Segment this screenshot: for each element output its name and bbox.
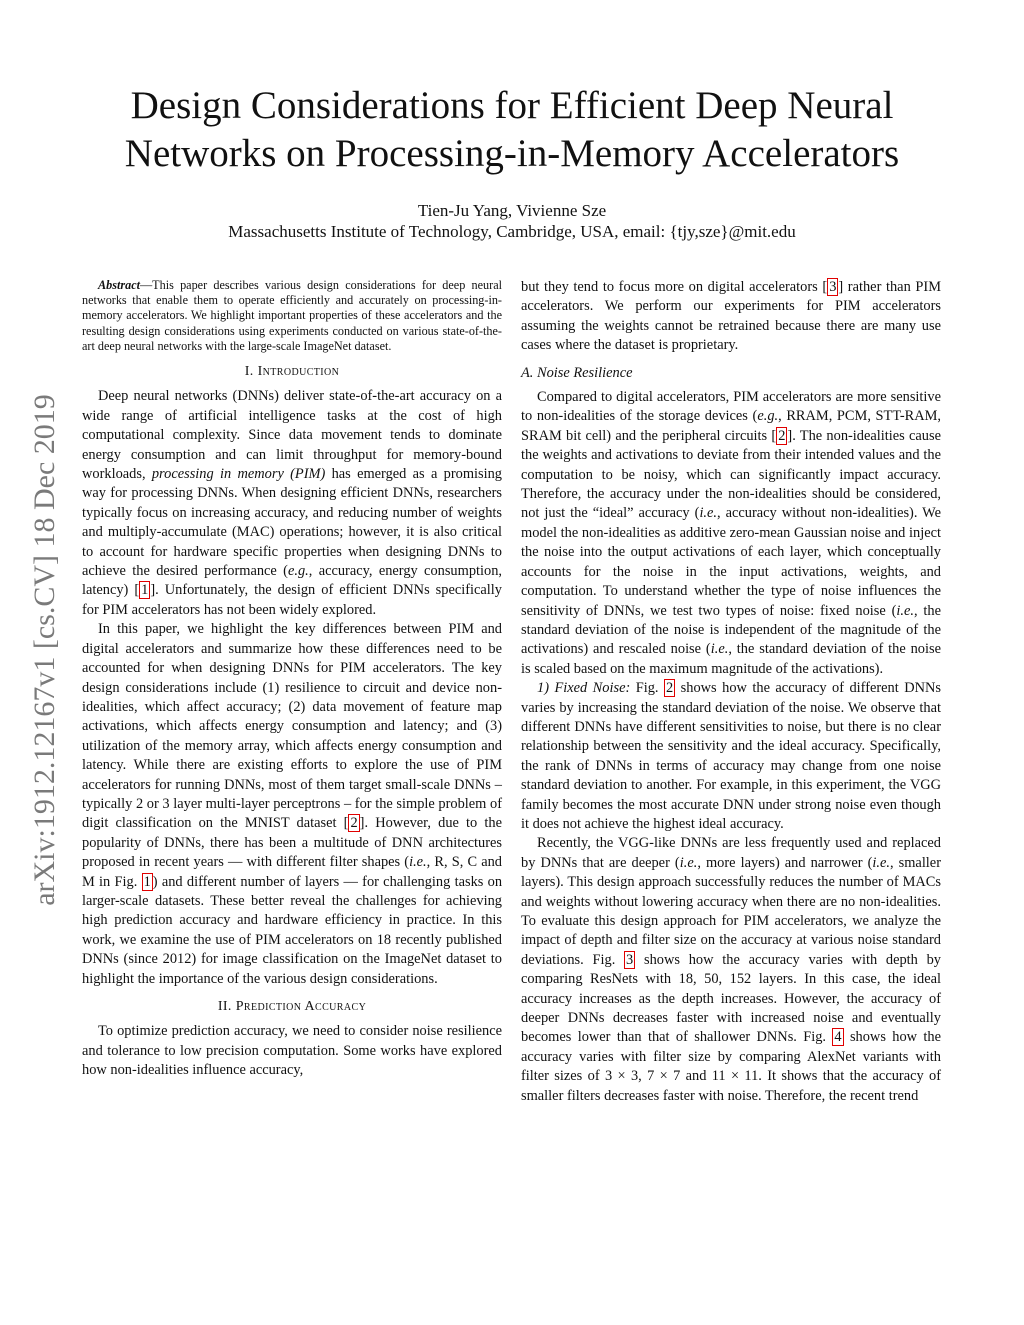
abstract-text: —This paper describes various design considerations for deep neural networks that enable them to operate efficiently and accurately on processing-in-memory accelerators. We highlight important properties of these accelerators and the resulting design considerations using experiments conducted on various state-of-the-art deep neural networks with the large-scale ImageNet dataset. xyxy=(82,278,502,353)
abstract-label: Abstract xyxy=(98,278,140,292)
right-paragraph-continued: but they tend to focus more on digital accelerators [ 3 ] rather than PIM accelerators. We perform our experiments for PIM accelerators assuming the weights cannot be retrained because there are many use cases where the dataset is proprietary. xyxy=(521,279,941,354)
figure-link-4[interactable]: 4 xyxy=(834,1029,842,1046)
section-heading-introduction: I. Introduction xyxy=(244,364,340,380)
citation-link-3[interactable]: 3 xyxy=(829,279,837,295)
citation-link-1[interactable]: 1 xyxy=(141,582,149,599)
arxiv-identifier-stamp xyxy=(20,350,70,950)
pim-term: processing in memory (PIM) xyxy=(151,466,326,483)
intro-paragraph-1: Deep neural networks (DNNs) deliver state-of-the-art accuracy on a wide range of artificial intelligence tasks at the cost of high computational complexity. Since data movement tends to dominate energy consumption and can limit throughput for memory-bound workloads, processing in memory (PIM) has emerged as a promising way for processing DNNs. When designing efficient DNNs, researchers typically focus on increasing accuracy, and reducing number of weights and multiply-accumulate (MAC) operations; however, it is also critical to account for hardware specific properties when designing DNNs to achieve the desired performance (e.g., accuracy, energy consumption, latency) [ 1 ]. Unfortunately, the design of efficient DNNs specifically for PIM accelerators has not been widely explored. xyxy=(82,388,503,618)
fixed-noise-paragraph: 1) Fixed Noise: Fig. 2 shows how the accuracy of different DNNs varies by increasing the standard deviation of the noise. We observe that different DNNs have different sensitivities to noise, but there is no clear relationship between the sensitivity and the ideal accuracy. Specifically, the rank of DNNs in terms of accuracy may change from one noise standard deviation to another. For example, in this experiment, the VGG family becomes the most accurate DNN under strong noise even though it does not achieve the highest ideal accuracy. xyxy=(521,680,941,832)
subsection-heading-noise-resilience: A. Noise Resilience xyxy=(521,364,633,381)
noise-paragraph-1: Compared to digital accelerators, PIM accelerators are more sensitive to non-idealities of the storage devices (e.g., RRAM, PCM, STT-RAM, SRAM bit cell) and the peripheral circuits [ 2 ]. The non-idealities cause the weights and activations to deviate from their intended values and the computation to be noisy, which can significantly impact accuracy. Therefore, the accuracy under the non-idealities should be considered, not just the “ideal” accuracy (i.e., accuracy without non-idealities). We model the non-idealities as additive zero-mean Gaussian noise and inject the noise into the output activations of each layer, which conceptually accounts for the noise in the input activations, weights, and computation. To understand whether the type of noise influences the sensitivity of DNNs, we test two types of noise: fixed noise (i.e., the standard deviation of the noise is independent of the magnitude of the activations) and rescaled noise (i.e., the standard deviation of the noise is scaled based on the maximum magnitude of the activations). xyxy=(521,389,942,677)
citation-link-2b[interactable]: 2 xyxy=(778,427,786,444)
title-line-2: Networks on Processing-in-Memory Accelerators xyxy=(124,132,900,175)
affiliation: Massachusetts Institute of Technology, Cambridge, USA, email: {tjy,sze}@mit.edu xyxy=(228,222,796,241)
figure-link-2[interactable]: 2 xyxy=(666,680,674,697)
left-column xyxy=(82,278,502,1081)
prediction-paragraph-1: To optimize prediction accuracy, we need to consider noise resilience and tolerance to low precision computation. Some works have explored how non-idealities influence accuracy, xyxy=(82,1023,502,1079)
depth-filter-paragraph: Recently, the VGG-like DNNs are less frequently used and replaced by DNNs that are deeper (i.e., more layers) and narrower (i.e., smaller layers). This design approach successfully reduces the number of MACs and weights without lowering accuracy when there are no non-idealities. To evaluate this design approach for PIM accelerators, we analyze the impact of depth and filter size on the accuracy at various noise standard deviations. Fig. 3 shows how the accuracy varies with depth by comparing ResNets with 18, 50, 152 layers. In this case, the ideal accuracy increases as the depth increases. However, the accuracy of deeper DNNs decreases faster with increased noise and eventually becomes lower than that of shallower DNNs. Fig. 4 shows how the accuracy varies with filter size by comparing AlexNet variants with filter sizes of 3 × 3, 7 × 7 and 11 × 11. It shows that the accuracy of smaller filters decreases faster with noise. Therefore, the recent trend xyxy=(521,835,941,1104)
title-line-1: Design Considerations for Efficient Deep Neural xyxy=(130,84,894,127)
abstract xyxy=(82,278,502,354)
figure-link-3[interactable]: 3 xyxy=(626,951,634,968)
intro-paragraph-2: In this paper, we highlight the key differences between PIM and digital accelerators and summarize how these differences need to be accounted for when designing DNNs for PIM accelerators. The key design considerations include (1) resilience to circuit and device non-idealities, which affect accuracy; (2) data movement of feature map activations, which affects energy consumption and latency; and (3) utilization of the memory array, which affects energy consumption and latency. While there are existing efforts to explore the use of PIM accelerators for running DNNs, most of them target small-scale DNNs – typically 2 or 3 layer multi-layer perceptrons – for the simple problem of digit classification on the MNIST dataset [ 2 ]. However, due to the popularity of DNNs, there has been a multitude of DNN architectures proposed in recent years — with different filter shapes (i.e., R, S, C and M in Fig. 1 ) and different number of layers — for challenging tasks on larger-scale datasets. These better reveal the challenges for achieving high prediction accuracy and hardware efficiency in practice. In this work, we examine the use of PIM accelerators on 18 recently published DNNs (since 2012) for image classification on the ImageNet dataset to highlight the importance of the various design considerations. xyxy=(82,621,503,987)
subsubsection-heading-fixed-noise: 1) Fixed Noise: xyxy=(537,680,631,697)
right-column xyxy=(521,278,941,1106)
section-heading-prediction-accuracy: II. Prediction Accuracy xyxy=(217,999,367,1015)
paper-title xyxy=(80,82,944,178)
citation-link-2[interactable]: 2 xyxy=(350,815,358,832)
figure-link-1[interactable]: 1 xyxy=(143,873,151,890)
authors: Tien-Ju Yang, Vivienne Sze xyxy=(417,201,607,220)
arxiv-identifier-text: arXiv:1912.12167v1 [cs.CV] 18 Dec 2019 xyxy=(28,394,61,906)
